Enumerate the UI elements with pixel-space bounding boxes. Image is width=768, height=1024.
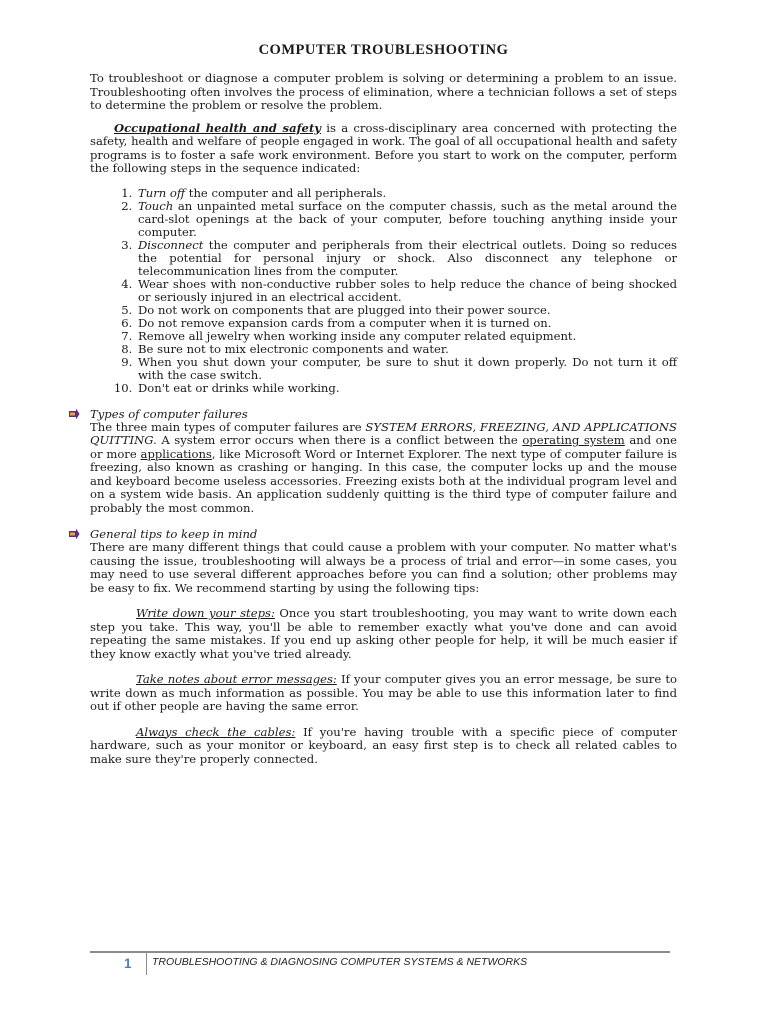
failures-heading: Types of computer failures (90, 406, 248, 421)
arrow-bullet-icon (68, 528, 80, 540)
failures-section (90, 407, 677, 516)
tip-check-cables: Always check the cables: If you're having trouble with a specific piece of computer hardware, such as your monitor or keyboard, an easy first step is to check all related cables to make sure they're properly connected. (90, 724, 677, 766)
tip-write-down-steps: Write down your steps: Once you start troubleshooting, you may want to write down each step you take. This way, you'll be able to remember exactly what you've done and can avoid repeating the same mistakes. If you end up asking other people for help, it will be much easier if they know exactly what you've tried already. (90, 606, 678, 661)
tips-heading: General tips to keep in mind (90, 527, 258, 541)
failure-types: SYSTEM ERRORS, FREEZING, AND APPLICATIONS QUITTING. (90, 419, 677, 447)
footer-divider (146, 953, 147, 975)
ohs-paragraph (90, 122, 677, 176)
list-item: 9. When you shut down your computer, be sure to shut it down properly. Do not turn it off with the case switch. (136, 356, 677, 382)
page-number: 1 (124, 956, 132, 971)
ohs-text: is a cross-disciplinary area concerned with protecting the safety, health and welfare of people engaged in work. The goal of all occupational health and safety programs is to foster a safe work environment. Before you start to work on the computer, perform the following steps in the sequence indicated: (90, 120, 677, 175)
list-item: 6. Do not remove expansion cards from a computer when it is turned on. (136, 317, 677, 330)
tips-intro-paragraph: There are many different things that could cause a problem with your computer. No matter what's causing the issue, troubleshooting will always be a process of trial and error—in some cases, you may need to use several different approaches before you can find a solution; other problems may be easy to fix. We recommend starting by using the following tips: (90, 540, 677, 595)
list-item: 4. Wear shoes with non-conductive rubber soles to help reduce the chance of being shocked or seriously injured in an electrical accident. (136, 278, 677, 304)
list-item: 1. Turn off the computer and all peripherals. (136, 187, 677, 200)
applications-link[interactable]: applications (140, 446, 212, 461)
list-item: 10. Don't eat or drinks while working. (136, 382, 677, 395)
list-item: 5. Do not work on components that are plugged into their power source. (136, 304, 677, 317)
tips-section (90, 527, 677, 766)
failures-paragraph: The three main types of computer failures are SYSTEM ERRORS, FREEZING, AND APPLICATIONS QUITTING. A system error occurs when there is a conflict between the operating system and one or more applications, like Microsoft Word or Internet Explorer. The next type of computer failure is freezing, also known as crashing or hanging. In this case, the computer locks up and the mouse and keyboard become useless accessories. Freezing exists both at the individual program level and on a system wide basis. An application suddenly quitting is the third type of computer failure and probably the most common. (90, 419, 677, 515)
tip-error-messages: Take notes about error messages: If your computer gives you an error message, be sure to write down as much information as possible. You may be able to use this information later to find out if other people are having the same error. (90, 672, 677, 713)
intro-paragraph: To troubleshoot or diagnose a computer problem is solving or determining a problem to an issue. Troubleshooting often involves the process of elimination, where a technician follows a set of steps to determine the problem or resolve the problem. (90, 71, 677, 112)
list-item: 2. Touch an unpainted metal surface on the computer chassis, such as the metal around the card-slot openings at the back of your computer, before touching anything inside your computer. (136, 200, 677, 239)
list-item: 7. Remove all jewelry when working inside any computer related equipment. (136, 330, 677, 343)
list-item: 8. Be sure not to mix electronic components and water. (136, 343, 677, 356)
document-page (90, 42, 677, 778)
page-title: COMPUTER TROUBLESHOOTING (258, 42, 509, 58)
arrow-bullet-icon (68, 408, 80, 420)
list-item: 3. Disconnect the computer and peripherals from their electrical outlets. Doing so reduces the potential for personal injury or shock. Also disconnect any telephone or telecommunication lines from the computer. (136, 239, 677, 278)
footer-title: TROUBLESHOOTING & DIAGNOSING COMPUTER SYSTEMS & NETWORKS (152, 956, 528, 968)
operating-system-link[interactable]: operating system (522, 433, 625, 447)
safety-steps-list (90, 187, 677, 395)
ohs-term: Occupational health and safety (114, 120, 322, 135)
